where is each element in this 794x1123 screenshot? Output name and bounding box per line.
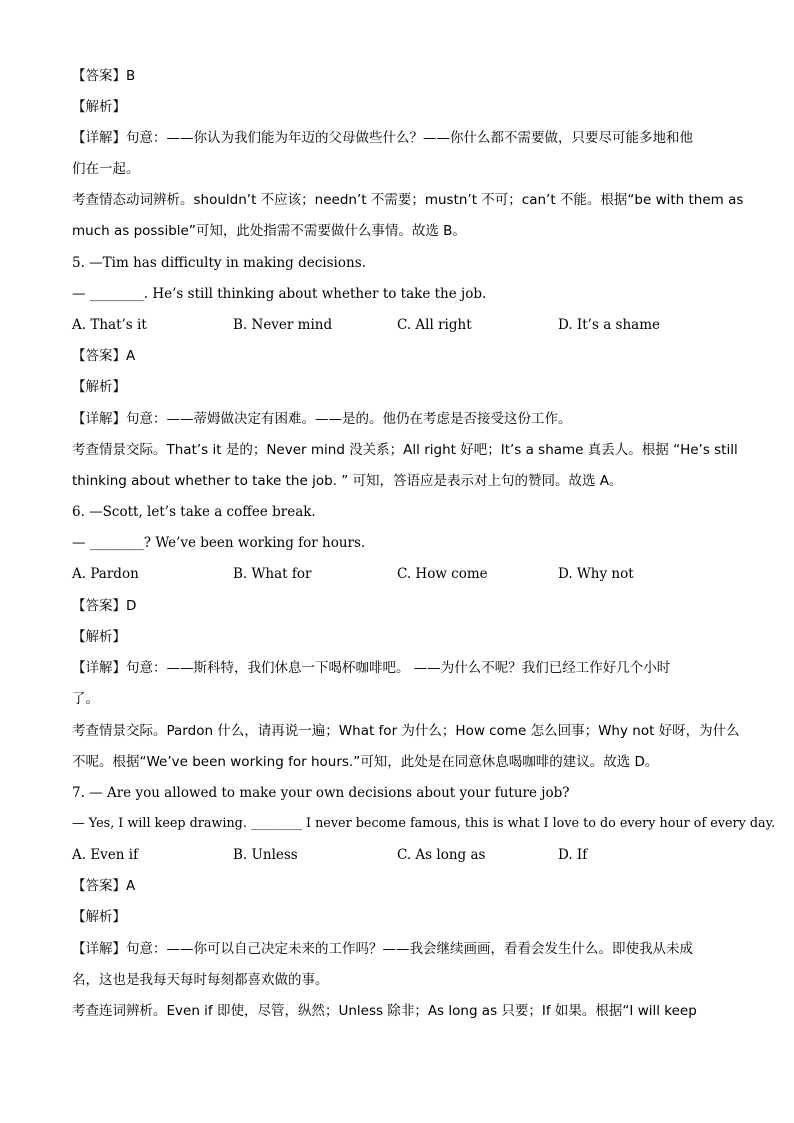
- explanation-text: 考查情景交际。That’s it 是的；Never mind 没关系；All right 好吧；It’s a shame 真丢人。根据 “He’s still: [72, 442, 738, 458]
- analysis-label: 【解析】: [72, 909, 126, 925]
- q6-option-b: B. What for: [233, 566, 312, 582]
- q5-option-c: C. All right: [397, 317, 472, 333]
- question-7-response: — Yes, I will keep drawing. ________ I never become famous, this is what I love to do every hour of every day.: [72, 816, 776, 831]
- explanation-text: thinking about whether to take the job. ” 可知，答语应是表示对上句的赞同。故选 A。: [72, 473, 623, 489]
- question-7-stem: 7. — Are you allowed to make your own decisions about your future job?: [72, 785, 570, 801]
- q7-option-c: C. As long as: [397, 847, 486, 863]
- analysis-label: 【解析】: [72, 629, 126, 645]
- q7-option-b: B. Unless: [233, 847, 298, 863]
- q6-option-d: D. Why not: [558, 566, 634, 582]
- q7-option-d: D. If: [558, 847, 588, 863]
- q6-option-c: C. How come: [397, 566, 488, 582]
- q6-option-a: A. Pardon: [72, 566, 139, 582]
- explanation-text: 不呢。根据“We’ve been working for hours.”可知，此处是在同意休息喝咖啡的建议。故选 D。: [72, 754, 659, 770]
- detail-text: 们在一起。: [72, 161, 140, 177]
- explanation-text: 考查连词辨析。Even if 即使，尽管，纵然；Unless 除非；As long as 只要；If 如果。根据“I will keep: [72, 1003, 697, 1019]
- answer-label: 【答案】A: [72, 348, 136, 364]
- analysis-label: 【解析】: [72, 379, 126, 395]
- analysis-label: 【解析】: [72, 99, 126, 115]
- answer-label: 【答案】B: [72, 68, 136, 84]
- question-5-response: — ________. He’s still thinking about whether to take the job.: [72, 286, 487, 302]
- question-6-response: — ________? We’ve been working for hours.: [72, 535, 366, 551]
- explanation-text: 考查情景交际。Pardon 什么，请再说一遍；What for 为什么；How come 怎么回事；Why not 好呀，为什么: [72, 723, 740, 739]
- explanation-text: 考查情态动词辨析。shouldn’t 不应该；needn’t 不需要；mustn’t 不可；can’t 不能。根据“be with them as: [72, 192, 744, 208]
- question-5-stem: 5. —Tim has difficulty in making decisions.: [72, 255, 366, 271]
- detail-text: 【详解】句意：——你认为我们能为年迈的父母做些什么？——你什么都不需要做，只要尽可能多地和他: [72, 130, 693, 146]
- q5-option-a: A. That’s it: [72, 317, 147, 333]
- detail-text: 了。: [72, 691, 99, 707]
- question-6-stem: 6. —Scott, let’s take a coffee break.: [72, 504, 316, 520]
- detail-text: 【详解】句意：——斯科特，我们休息一下喝杯咖啡吧。 ——为什么不呢？我们已经工作好几个小时: [72, 660, 671, 676]
- detail-text: 【详解】句意：——蒂姆做决定有困难。——是的。他仍在考虑是否接受这份工作。: [72, 411, 572, 427]
- q7-option-a: A. Even if: [72, 847, 139, 863]
- q5-option-d: D. It’s a shame: [558, 317, 660, 333]
- detail-text: 【详解】句意：——你可以自己决定未来的工作吗？——我会继续画画，看看会发生什么。即使我从未成: [72, 941, 693, 957]
- detail-text: 名，这也是我每天每时每刻都喜欢做的事。: [72, 972, 329, 988]
- explanation-text: much as possible”可知，此处指需不需要做什么事情。故选 B。: [72, 223, 466, 239]
- answer-label: 【答案】D: [72, 598, 137, 614]
- q5-option-b: B. Never mind: [233, 317, 333, 333]
- answer-label: 【答案】A: [72, 878, 136, 894]
